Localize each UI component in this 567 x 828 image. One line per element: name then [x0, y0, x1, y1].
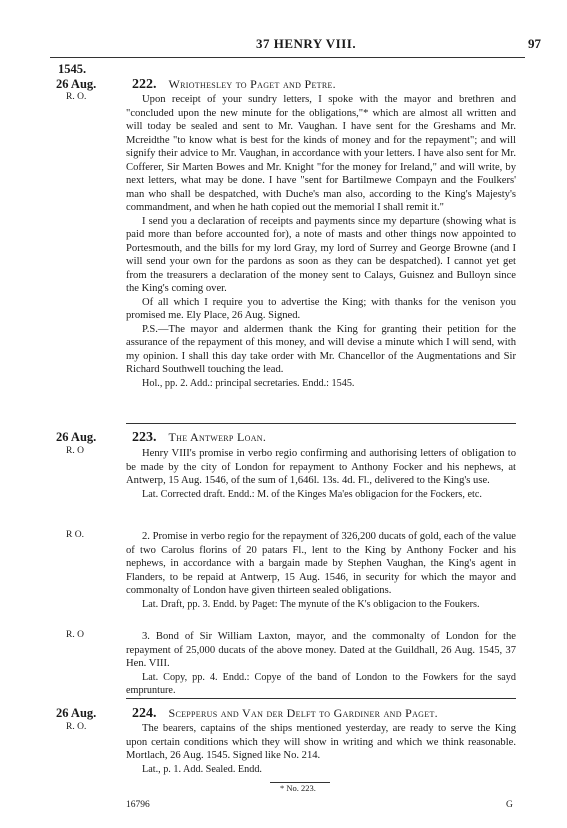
year-label: 1545.: [58, 62, 87, 76]
entry-title: The Antwerp Loan.: [168, 430, 267, 444]
paragraph: Of all which I require you to advertise the King; with thanks for the venison you promised me. Ely Place, 26 Aug. Signed.: [126, 296, 516, 321]
entry-body: [126, 722, 516, 776]
signature-mark-left: 16796: [126, 800, 150, 810]
item-text: 2. Promise in verbo regio for the repayment of 326,200 ducats of gold, each of the value of two Carolus florins of 20 patars Fl., lent to the King by Anthony Focker and his nephews, in accordance with a bargain made by Stephen Vaughan, the King's agent in Flanders, to be repaid at Antwerp, 15 Aug. 1546, in security for which the mayor and commonalty of London have given thirteen sealed obligations.: [126, 531, 516, 596]
endorsement: Lat., p. 1. Add. Sealed. Endd.: [142, 763, 262, 775]
footnote: * No. 223.: [280, 783, 316, 793]
entry-date: 26 Aug.: [56, 430, 97, 444]
signature-mark-right: G: [506, 800, 513, 810]
item-text: 3. Bond of Sir William Laxton, mayor, and the commonalty of London for the repayment of 25,000 ducats of the above money. Dated at the Guildhall, 26 Aug. 1545, 37 Hen. VIII.: [126, 631, 516, 669]
running-head-title: 37 HENRY VIII.: [256, 36, 357, 51]
entry-heading: [132, 706, 438, 722]
entry-title: Scepperus and Van der Delft to Gardiner and Paget.: [168, 706, 438, 720]
entry-divider: [126, 423, 516, 424]
entry-title: Wriothesley to Paget and Petre.: [168, 77, 336, 91]
entry-divider: [126, 698, 516, 699]
entry-date: 26 Aug.: [56, 706, 97, 720]
entry-heading: [132, 430, 266, 446]
entry-source: R. O: [66, 446, 84, 456]
entry-source: R. O.: [66, 92, 87, 102]
header-rule: [50, 57, 525, 58]
entry-number: 223.: [132, 430, 157, 445]
paragraph: P.S.—The mayor and aldermen thank the King for granting their petition for the assurance of the repayment of this money, and will devise a minute which I will send, with my opinion. I shall this day take order with Mr. Chancellor of the Augmentations and Sir Richard Southwell touching the lead.: [126, 323, 516, 375]
entry-body: [126, 93, 516, 390]
item-source: R O.: [66, 530, 84, 540]
entry-body: [126, 447, 516, 501]
paragraph: Upon receipt of your sundry letters, I spoke with the mayor and brethren and "concluded upon the new minute for the obligations,"* which are almost all written and will today be sealed and sent to Mr. Vaughan. I have sent for the Greshams and Mr. Mcreidthe "to know what is best for the kinds of money and for the repayment"; and will signify their advice to Mr. Vaughan, in accordance with your letters. I have also sent for Mr. Cofferer, Sir Marten Bowes and Mr. Knight "for the money for Ireland," and will write, by next letters, what may be done. I have "sent for Bartilmewe Compayn and the Foulkers' man who shall be despatched, with Duche's man also, according to the King's Majesty's commandment, and when he hath copied out the memorial I shall remit it.": [126, 94, 516, 213]
entry-source: R. O.: [66, 722, 87, 732]
item-note: Lat. Corrected draft. Endd.: M. of the Kinges Ma'es obligacion for the Fockers, etc.: [142, 488, 482, 500]
item-text: Henry VIII's promise in verbo regio confirming and authorising letters of obligation to be made by the city of London for repayment to Anthony Focker and his nephews, at Antwerp, 15 Aug. 1546, of the sum of 1,646l. 13s. 4d. Fl., delivered to the King's use.: [126, 448, 516, 486]
entry-date: 26 Aug.: [56, 77, 97, 91]
item-note: Lat. Draft, pp. 3. Endd. by Paget: The mynute of the K's obligacion to the Foukers.: [142, 598, 480, 610]
entry-body: [126, 630, 516, 698]
entry-number: 222.: [132, 77, 157, 92]
endorsement: Hol., pp. 2. Add.: principal secretaries. Endd.: 1545.: [142, 377, 355, 389]
page-number: 97: [528, 36, 541, 51]
entry-body: [126, 530, 516, 611]
entry-heading: [132, 77, 336, 93]
paragraph: The bearers, captains of the ships mentioned yesterday, are ready to serve the King upon certain conditions which they will show in writing and which we think reasonable. Mortlach, 26 Aug. 1545. Signed like No. 214.: [126, 723, 516, 761]
entry-number: 224.: [132, 706, 157, 721]
item-source: R. O: [66, 630, 84, 640]
item-note: Lat. Copy, pp. 4. Endd.: Copye of the band of London to the Fowkers for the sayd emprunture.: [126, 671, 516, 696]
paragraph: I send you a declaration of receipts and payments since my departure (showing what is paid more than before accounted for), a note of masts and other things now appointed to Portesmouth, and the bills for my lord Gray, my lord of Surrey and George Browne (and I will send your own for the pardons as soon as they can be despatched). I cannot yet get from the treasurers a declaration of the money sent to Calays, Guisnez and Bulloyn since the King's coming over.: [126, 215, 516, 294]
